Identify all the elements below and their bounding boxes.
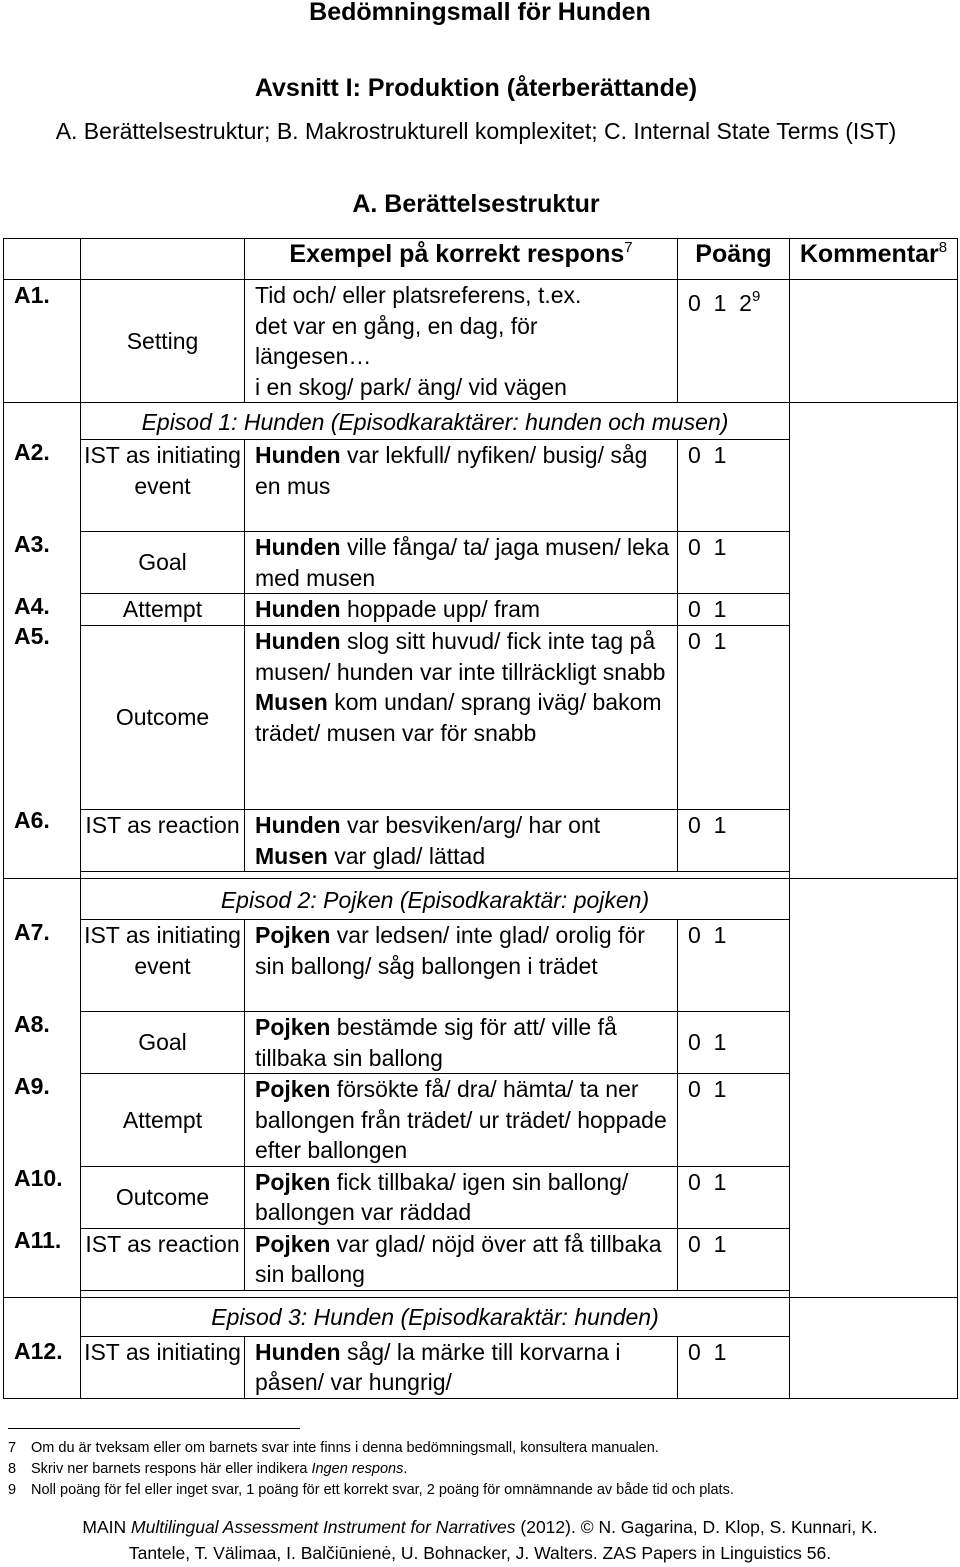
footnote-number: 9 (8, 1482, 17, 1498)
header-comment-text: Kommentar (799, 240, 939, 268)
points-value: 0 1 2 (688, 290, 752, 316)
example-line (255, 687, 677, 748)
row-id: A9. (14, 1073, 50, 1099)
example-line (255, 626, 677, 687)
row-example (245, 1228, 678, 1290)
table-header-row (4, 239, 958, 280)
row-id: A7. (14, 919, 50, 945)
subject-word: Pojken (255, 1014, 331, 1040)
row-label: Attempt (81, 1074, 245, 1167)
row-id: A2. (14, 439, 50, 465)
row-points: 0 1 (678, 1012, 790, 1074)
row-id: A8. (14, 1011, 50, 1037)
citation-prefix: MAIN (82, 1517, 132, 1537)
subject-word: Hunden (255, 812, 341, 838)
footnote-9 (8, 1480, 734, 1500)
episode-row (4, 1297, 958, 1336)
scoring-table (3, 238, 958, 1399)
page-title: Bedömningsmall för Hunden (309, 0, 651, 26)
section-subtitle: A. Berättelsestruktur; B. Makrostrukturell komplexitet; C. Internal State Terms (IST) (55, 118, 897, 144)
row-label: IST as reaction (81, 1228, 245, 1290)
row-label: IST as reaction (81, 810, 245, 872)
citation-line-2: Tantele, T. Välimaa, I. Balčiūnienė, U. Bohnacker, J. Walters. ZAS Papers in Linguistics 56. (128, 1543, 832, 1563)
row-points (678, 280, 790, 403)
subject-word: Hunden (255, 534, 341, 560)
row-example (245, 1336, 678, 1398)
subject-word: Hunden (255, 596, 341, 622)
header-label-cell (81, 239, 245, 280)
row-label: IST as initiating event (81, 440, 245, 532)
spacer-cell (81, 872, 790, 879)
subject-word: Musen (255, 842, 328, 869)
example-text: bestämde sig för att/ ville få tillbaka sin ballong (255, 1014, 617, 1071)
row-id: A5. (14, 623, 50, 649)
row-points: 0 1 (678, 1166, 790, 1228)
row-points: 0 1 (678, 810, 790, 872)
row-points: 0 1 (678, 920, 790, 1012)
footnote-text: Om du är tveksam eller om barnets svar inte finns i denna bedömningsmall, konsultera manualen. (31, 1440, 659, 1456)
id-column-cell (4, 403, 81, 879)
footnote-text: Noll poäng för fel eller inget svar, 1 poäng för ett korrekt svar, 2 poäng för omnämnande av både tid och plats. (31, 1482, 734, 1498)
example-text: fick tillbaka/ igen sin ballong/ ballongen var räddad (255, 1168, 629, 1225)
row-example (245, 626, 678, 810)
subject-word: Pojken (255, 922, 331, 948)
subject-word: Musen (255, 689, 328, 715)
episode-row (4, 403, 958, 440)
spacer-cell (81, 1290, 790, 1297)
footnote-divider (8, 1428, 300, 1429)
example-text: kom undan/ sprang iväg/ bakom trädet/ musen var för snabb (255, 689, 662, 746)
row-points: 0 1 (678, 532, 790, 594)
row-label: Outcome (81, 1166, 245, 1228)
row-label: IST as initiating (81, 1336, 245, 1398)
example-text: ville fånga/ ta/ jaga musen/ leka med musen (255, 534, 670, 591)
row-example (245, 280, 678, 403)
example-text: försökte få/ dra/ hämta/ ta ner ballongen från trädet/ ur trädet/ hoppade efter ballongen (255, 1076, 667, 1163)
example-text: såg/ la märke till korvarna i påsen/ var hungrig/ (255, 1338, 621, 1395)
row-label: Goal (81, 532, 245, 594)
example-text: var besviken/arg/ har ont (340, 812, 601, 838)
example-line (255, 810, 677, 841)
footnote-italic: Ingen respons (311, 1461, 404, 1477)
episode-3-heading: Episod 3: Hunden (Episodkaraktär: hunden) (81, 1297, 790, 1336)
footnote-ref-8: 8 (938, 239, 948, 256)
row-label: Goal (81, 1012, 245, 1074)
footnote-number: 7 (8, 1440, 17, 1456)
citation-title: Multilingual Assessment Instrument for Narratives (131, 1517, 516, 1537)
id-column-cell (4, 1297, 81, 1398)
row-id: A10. (14, 1165, 63, 1191)
row-example (245, 532, 678, 594)
row-points: 0 1 (678, 1228, 790, 1290)
citation-line-1 (0, 1514, 960, 1540)
row-example (245, 1012, 678, 1074)
footnote-ref-9: 9 (751, 288, 761, 305)
subject-word: Hunden (255, 1338, 341, 1365)
row-id: A3. (14, 531, 50, 557)
footnote-ref-7: 7 (624, 239, 633, 256)
row-id: A1. (4, 280, 81, 403)
row-points: 0 1 (678, 1336, 790, 1398)
footnote-text-end: . (403, 1461, 408, 1477)
citation-rest: (2012). © N. Gagarina, D. Klop, S. Kunnari, K. (515, 1517, 878, 1537)
example-text: hoppade upp/ fram (340, 596, 541, 622)
header-comment (790, 239, 958, 280)
example-text: var ledsen/ inte glad/ orolig för sin ballong/ såg ballongen i trädet (255, 922, 645, 979)
row-id: A4. (14, 593, 50, 619)
comment-cell (790, 879, 958, 1298)
episode-2-heading: Episod 2: Pojken (Episodkaraktär: pojken) (81, 879, 790, 920)
row-example (245, 1166, 678, 1228)
row-example (245, 1074, 678, 1167)
header-id-cell (4, 239, 81, 280)
comment-cell (790, 1297, 958, 1398)
row-comment (790, 280, 958, 403)
example-text: var glad/ nöjd över att få tillbaka sin ballong (255, 1230, 662, 1287)
example-text: var lekfull/ nyfiken/ busig/ såg en mus (255, 442, 648, 499)
subject-word: Hunden (255, 442, 341, 468)
footnote-7 (8, 1438, 659, 1458)
row-points: 0 1 (678, 626, 790, 810)
subject-word: Pojken (255, 1230, 331, 1257)
row-label: Attempt (81, 594, 245, 626)
header-points: Poäng (678, 239, 790, 280)
row-example (245, 440, 678, 532)
row-points: 0 1 (678, 594, 790, 626)
row-label: IST as initiating event (81, 920, 245, 1012)
comment-cell (790, 403, 958, 879)
row-label: Outcome (81, 626, 245, 810)
row-id: A12. (14, 1337, 63, 1364)
example-line: det var en gång, en dag, för (255, 312, 538, 339)
example-line (255, 841, 677, 872)
footnote-text: Skriv ner barnets respons här eller indikera (31, 1461, 312, 1477)
example-line: i en skog/ park/ äng/ vid vägen (255, 373, 567, 400)
example-line: längesen… (255, 343, 372, 369)
row-id: A11. (14, 1227, 62, 1253)
subject-word: Pojken (255, 1076, 331, 1102)
row-points: 0 1 (678, 440, 790, 532)
footnote-8 (8, 1459, 407, 1479)
subject-word: Hunden (255, 628, 341, 654)
subject-word: Pojken (255, 1168, 331, 1195)
example-line: Tid och/ eller platsreferens, t.ex. (255, 282, 582, 308)
example-text: slog sitt huvud/ fick inte tag på musen/ hunden var inte tillräckligt snabb (255, 628, 666, 685)
episode-1-heading: Episod 1: Hunden (Episodkaraktärer: hunden och musen) (81, 403, 790, 440)
row-label: Setting (81, 280, 245, 403)
table-row-a1 (4, 280, 958, 403)
footnote-number: 8 (8, 1461, 17, 1477)
section-heading: Avsnitt I: Produktion (återberättande) (254, 74, 698, 102)
row-example (245, 920, 678, 1012)
structure-heading: A. Berättelsestruktur (352, 190, 600, 218)
header-example (245, 239, 678, 280)
example-text: var glad/ lättad (327, 842, 486, 869)
row-id: A6. (14, 807, 50, 833)
row-example (245, 810, 678, 872)
header-example-text: Exempel på korrekt respons (289, 240, 625, 268)
id-column-cell (4, 879, 81, 1298)
episode-row (4, 879, 958, 920)
row-points: 0 1 (678, 1074, 790, 1167)
row-example (245, 594, 678, 626)
